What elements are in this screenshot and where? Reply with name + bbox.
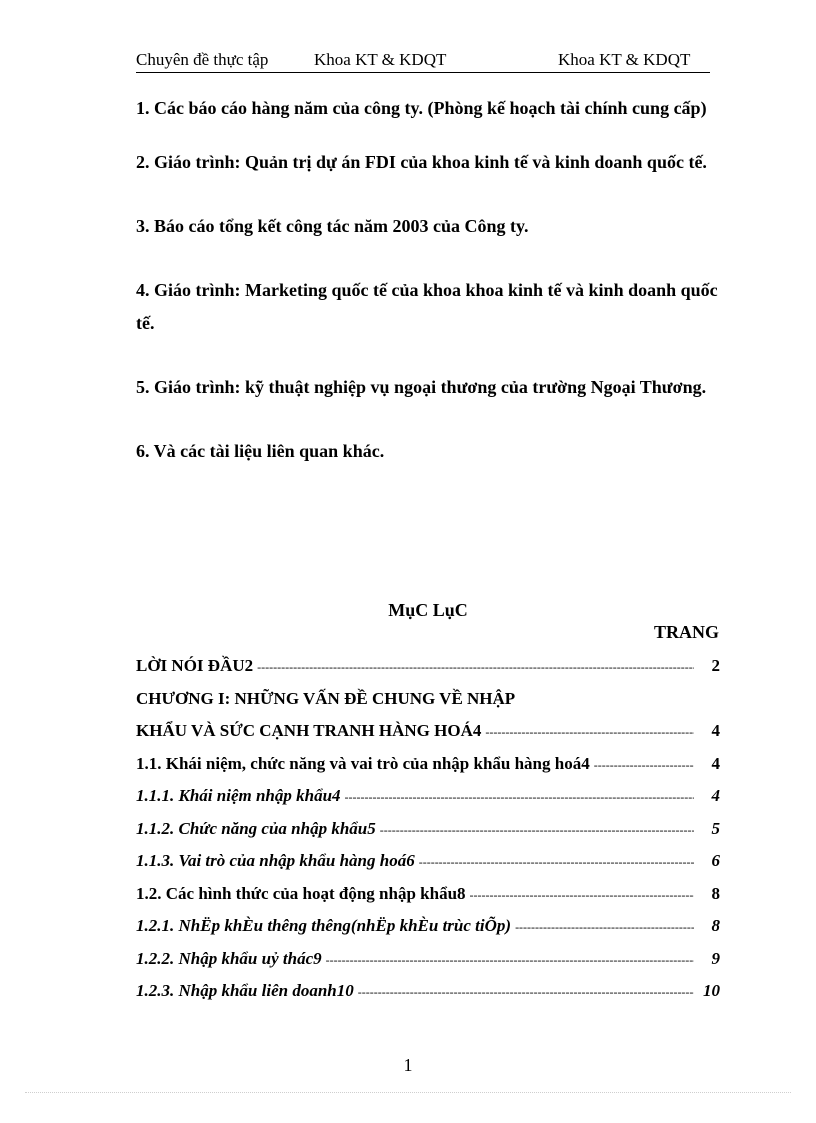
toc-entry[interactable] (136, 650, 720, 683)
reference-item: 6. Và các tài liệu liên quan khác. (136, 441, 385, 461)
toc-leader (380, 813, 694, 846)
header-right: Khoa KT & KDQT (558, 50, 691, 69)
toc-entry-text: LỜI NÓI ĐẦU2 (136, 656, 254, 675)
toc-leader (326, 943, 694, 976)
toc-leader (594, 748, 694, 781)
toc-entry-text: KHẨU VÀ SỨC CẠNH TRANH HÀNG HOÁ4 (136, 721, 482, 740)
toc-entry[interactable] (136, 845, 720, 878)
toc-page-header: TRANG (653, 622, 719, 642)
toc-entry[interactable] (136, 780, 720, 813)
references-list (136, 92, 722, 468)
toc-entry-page: 9 (711, 948, 720, 968)
toc-entry-page: 4 (711, 721, 720, 740)
toc-entry[interactable] (136, 975, 720, 1008)
toc-leader (419, 845, 694, 878)
page-bottom-divider (25, 1092, 791, 1093)
toc-entry-page: 2 (711, 656, 720, 675)
toc-entry-text: 1.1.1. Khái niệm nhập khẩu4 (136, 786, 341, 805)
toc-leader (257, 650, 694, 683)
page-header (136, 50, 710, 73)
toc-entry-page: 8 (711, 916, 720, 935)
toc-title: MụC LụC (388, 600, 468, 620)
toc-leader (358, 975, 694, 1008)
toc-entry[interactable] (136, 748, 720, 781)
reference-item: 4. Giáo trình: Marketing quốc tế của khoa khoa kinh tế và kinh doanh quốc tế. (136, 280, 718, 333)
reference-item: 5. Giáo trình: kỹ thuật nghiệp vụ ngoại thương của trường Ngoại Thương. (136, 377, 707, 397)
toc-entry-page: 4 (711, 753, 720, 773)
toc-entry-text: 1.1. Khái niệm, chức năng và vai trò của nhập khẩu hàng hoá4 (136, 753, 590, 773)
toc-entry-text: CHƯƠNG I: NHỮNG VẤN ĐỀ CHUNG VỀ NHẬP (136, 688, 516, 708)
toc-entry-page: 5 (711, 818, 720, 838)
toc-entry-page: 8 (711, 883, 720, 903)
toc-entry[interactable] (136, 683, 720, 716)
table-of-contents (136, 650, 720, 1008)
toc-leader (470, 878, 694, 911)
toc-entry[interactable] (136, 715, 720, 748)
toc-entry-page: 10 (703, 981, 720, 1000)
toc-entry-page: 6 (711, 851, 720, 870)
toc-entry-text: 1.1.3. Vai trò của nhập khẩu hàng hoá6 (136, 851, 415, 870)
toc-leader (485, 715, 694, 748)
header-left: Chuyên đề thực tập (136, 50, 269, 69)
reference-item: 2. Giáo trình: Quản trị dự án FDI của khoa kinh tế và kinh doanh quốc tế. (136, 152, 707, 172)
toc-entry[interactable] (136, 813, 720, 846)
toc-entry-text: 1.2.1. NhËp khÈu thêng thêng(nhËp khÈu trùc tiÕp) (136, 916, 512, 935)
header-center: Khoa KT & KDQT (314, 50, 447, 69)
toc-entry-page: 4 (711, 786, 720, 805)
toc-leader (345, 780, 694, 813)
toc-entry[interactable] (136, 910, 720, 943)
toc-entry-text: 1.2.3. Nhập khẩu liên doanh10 (136, 981, 354, 1000)
toc-entry-text: 1.2.2. Nhập khẩu uỷ thác9 (136, 948, 322, 968)
toc-entry-text: 1.2. Các hình thức của hoạt động nhập khẩu8 (136, 883, 466, 903)
toc-entry-text: 1.1.2. Chức năng của nhập khẩu5 (136, 818, 376, 838)
reference-item: 3. Báo cáo tổng kết công tác năm 2003 của Công ty. (136, 216, 529, 236)
toc-entry[interactable] (136, 943, 720, 976)
page-number: 1 (403, 1055, 413, 1075)
reference-item: 1. Các báo cáo hàng năm của công ty. (Phòng kế hoạch tài chính cung cấp) (136, 98, 707, 118)
toc-leader (515, 910, 694, 943)
toc-entry[interactable] (136, 878, 720, 911)
